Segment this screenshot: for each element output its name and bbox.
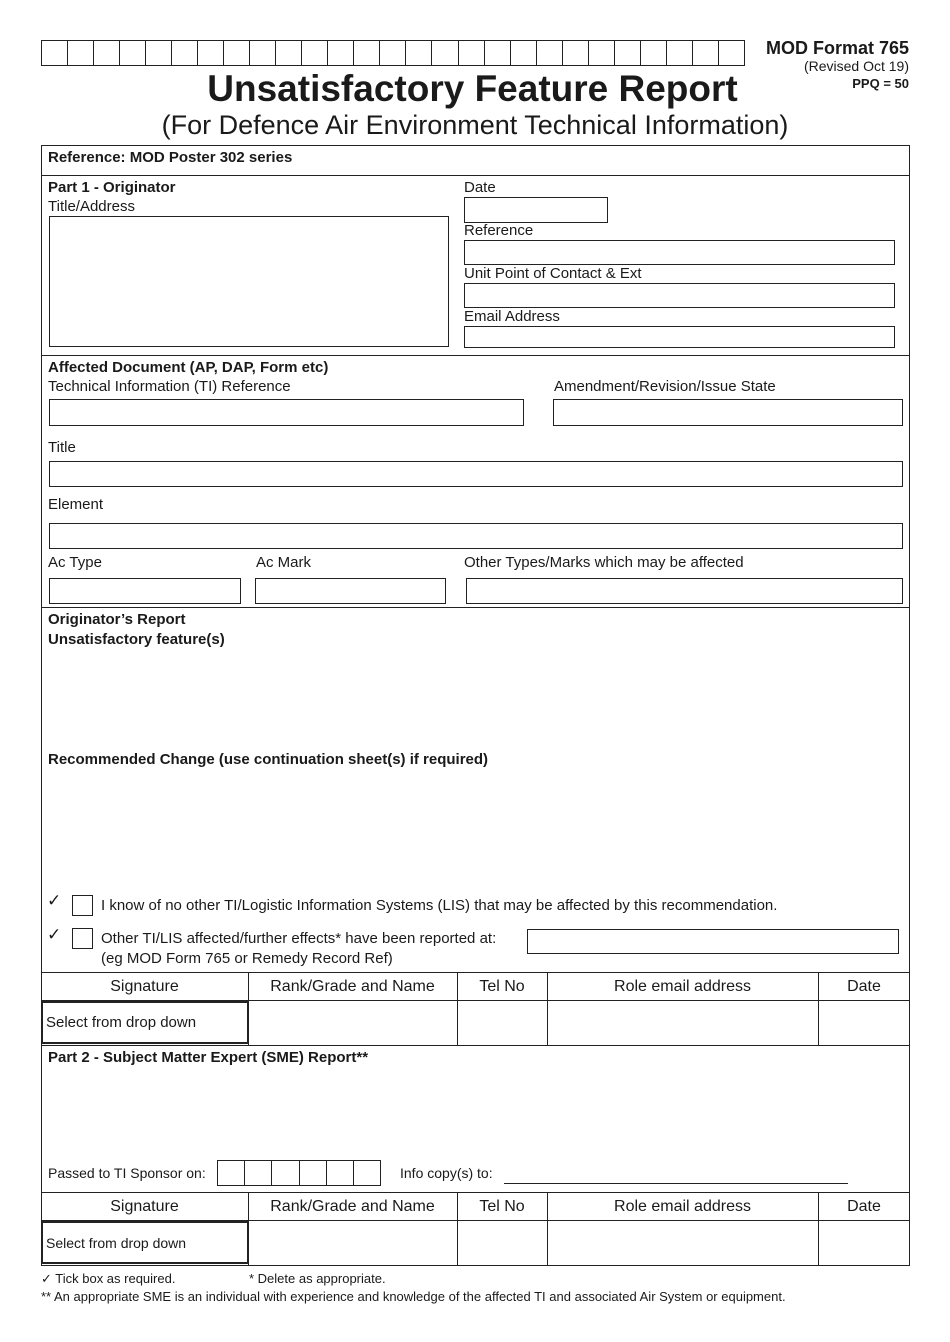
sponsor-date-cell[interactable] xyxy=(300,1161,327,1185)
sponsor-date-cell[interactable] xyxy=(272,1161,299,1185)
element-label: Element xyxy=(48,496,104,513)
date-header: Date xyxy=(847,1198,881,1215)
serial-digit-cell[interactable] xyxy=(198,41,224,65)
tel-no-header: Tel No xyxy=(479,1198,525,1215)
serial-digit-cell[interactable] xyxy=(537,41,563,65)
amendment-field[interactable] xyxy=(553,399,903,426)
serial-digit-cell[interactable] xyxy=(667,41,693,65)
passed-to-sponsor-label: Passed to TI Sponsor on: xyxy=(48,1165,206,1181)
title-field[interactable] xyxy=(49,461,903,487)
email-label: Email Address xyxy=(464,308,560,325)
serial-digit-cell[interactable] xyxy=(432,41,458,65)
divider xyxy=(41,1192,910,1193)
date-header: Date xyxy=(847,978,881,995)
info-copy-label: Info copy(s) to: xyxy=(400,1165,493,1181)
rank-name-header: Rank/Grade and Name xyxy=(270,1198,435,1215)
divider xyxy=(41,175,910,176)
title-label: Title xyxy=(48,439,76,456)
amendment-label: Amendment/Revision/Issue State xyxy=(554,378,776,395)
serial-digit-cell[interactable] xyxy=(459,41,485,65)
serial-digit-cell[interactable] xyxy=(719,41,744,65)
signature-header: Signature xyxy=(110,978,179,995)
tel-no-field[interactable] xyxy=(458,1001,546,1044)
ti-reference-field[interactable] xyxy=(49,399,524,426)
serial-digit-cell[interactable] xyxy=(172,41,198,65)
serial-digit-cell[interactable] xyxy=(354,41,380,65)
other-ti-subtext: (eg MOD Form 765 or Remedy Record Ref) xyxy=(101,950,393,967)
serial-digit-cell[interactable] xyxy=(380,41,406,65)
form-number: MOD Format 765 xyxy=(765,38,909,58)
divider xyxy=(41,607,910,608)
other-ti-text: Other TI/LIS affected/further effects* have been reported at: xyxy=(101,930,497,947)
signature-header: Signature xyxy=(110,1198,179,1215)
report-heading: Originator’s Report xyxy=(48,611,186,628)
rank-name-field[interactable] xyxy=(249,1001,456,1044)
tick-icon: ✓ xyxy=(47,891,62,910)
serial-digit-cell[interactable] xyxy=(276,41,302,65)
date-field[interactable] xyxy=(464,197,608,223)
sme-date-field[interactable] xyxy=(819,1221,909,1264)
unsat-feature-label: Unsatisfactory feature(s) xyxy=(48,631,225,648)
serial-digit-cell[interactable] xyxy=(302,41,328,65)
ac-type-label: Ac Type xyxy=(48,554,102,571)
other-ti-reference-field[interactable] xyxy=(527,929,899,954)
info-copy-field[interactable] xyxy=(504,1183,848,1184)
rank-name-header: Rank/Grade and Name xyxy=(270,978,435,995)
serial-digit-cell[interactable] xyxy=(68,41,94,65)
ti-reference-label: Technical Information (TI) Reference xyxy=(48,378,291,395)
other-ti-checkbox[interactable] xyxy=(72,928,93,949)
signature-select[interactable]: Select from drop down xyxy=(41,1001,249,1044)
serial-digit-cell[interactable] xyxy=(42,41,68,65)
sme-report-area[interactable] xyxy=(48,1070,903,1155)
serial-digit-cell[interactable] xyxy=(224,41,250,65)
title-address-field[interactable] xyxy=(49,216,449,347)
serial-digit-cell[interactable] xyxy=(615,41,641,65)
serial-digit-cell[interactable] xyxy=(120,41,146,65)
sme-signature-select[interactable]: Select from drop down xyxy=(41,1221,249,1264)
divider xyxy=(41,1045,910,1046)
tick-icon: ✓ xyxy=(47,925,62,944)
serial-digit-cell[interactable] xyxy=(563,41,589,65)
date-field[interactable] xyxy=(819,1001,909,1044)
reference-line: Reference: MOD Poster 302 series xyxy=(48,149,293,166)
page-subtitle: (For Defence Air Environment Technical Information) xyxy=(161,110,789,140)
serial-digit-cell[interactable] xyxy=(406,41,432,65)
delete-footnote: * Delete as appropriate. xyxy=(249,1271,386,1286)
other-types-field[interactable] xyxy=(466,578,903,604)
serial-digit-cell[interactable] xyxy=(589,41,615,65)
sme-rank-name-field[interactable] xyxy=(249,1221,456,1264)
other-types-label: Other Types/Marks which may be affected xyxy=(464,554,744,571)
serial-digit-cell[interactable] xyxy=(641,41,667,65)
sponsor-date-cell[interactable] xyxy=(218,1161,245,1185)
divider xyxy=(41,972,910,973)
ac-type-field[interactable] xyxy=(49,578,241,604)
serial-digit-cell[interactable] xyxy=(485,41,511,65)
affected-heading: Affected Document (AP, DAP, Form etc) xyxy=(48,359,329,376)
sponsor-date-cell[interactable] xyxy=(327,1161,354,1185)
serial-digit-cell[interactable] xyxy=(511,41,537,65)
serial-digit-cell[interactable] xyxy=(328,41,354,65)
unsat-feature-area[interactable] xyxy=(48,650,903,750)
no-other-ti-text: I know of no other TI/Logistic Information Systems (LIS) that may be affected by this recommendation. xyxy=(101,897,778,914)
ppq: PPQ = 50 xyxy=(852,76,909,91)
email-field[interactable] xyxy=(464,326,895,348)
element-field[interactable] xyxy=(49,523,903,549)
role-email-field[interactable] xyxy=(548,1001,817,1044)
serial-digit-cell[interactable] xyxy=(250,41,276,65)
page-title: Unsatisfactory Feature Report xyxy=(207,68,738,109)
sponsor-date-cell[interactable] xyxy=(354,1161,380,1185)
revision-date: (Revised Oct 19) xyxy=(803,58,909,74)
recommended-change-label: Recommended Change (use continuation sheet(s) if required) xyxy=(48,751,489,768)
sme-role-email-field[interactable] xyxy=(548,1221,817,1264)
recommended-change-area[interactable] xyxy=(48,772,903,887)
passed-to-sponsor-date-boxes[interactable] xyxy=(217,1160,381,1186)
serial-digit-cell[interactable] xyxy=(693,41,719,65)
no-other-ti-checkbox[interactable] xyxy=(72,895,93,916)
reference-label: Reference xyxy=(464,222,534,239)
serial-number-boxes[interactable] xyxy=(41,40,745,66)
serial-digit-cell[interactable] xyxy=(94,41,120,65)
role-email-header: Role email address xyxy=(614,1198,751,1215)
part2-heading: Part 2 - Subject Matter Expert (SME) Report** xyxy=(48,1049,369,1066)
reference-field[interactable] xyxy=(464,240,895,265)
title-address-label: Title/Address xyxy=(48,198,135,215)
unit-poc-field[interactable] xyxy=(464,283,895,308)
sponsor-date-cell[interactable] xyxy=(245,1161,272,1185)
divider xyxy=(41,355,910,356)
tick-footnote: ✓ Tick box as required. xyxy=(41,1271,176,1286)
sme-tel-no-field[interactable] xyxy=(458,1221,546,1264)
date-label: Date xyxy=(464,179,496,196)
unit-poc-label: Unit Point of Contact & Ext xyxy=(464,265,642,282)
role-email-header: Role email address xyxy=(614,978,751,995)
sme-footnote: ** An appropriate SME is an individual with experience and knowledge of the affected TI and associated Air System or equipment. xyxy=(41,1289,786,1304)
ac-mark-field[interactable] xyxy=(255,578,446,604)
part1-heading: Part 1 - Originator xyxy=(48,179,176,196)
serial-digit-cell[interactable] xyxy=(146,41,172,65)
tel-no-header: Tel No xyxy=(479,978,525,995)
ac-mark-label: Ac Mark xyxy=(256,554,312,571)
